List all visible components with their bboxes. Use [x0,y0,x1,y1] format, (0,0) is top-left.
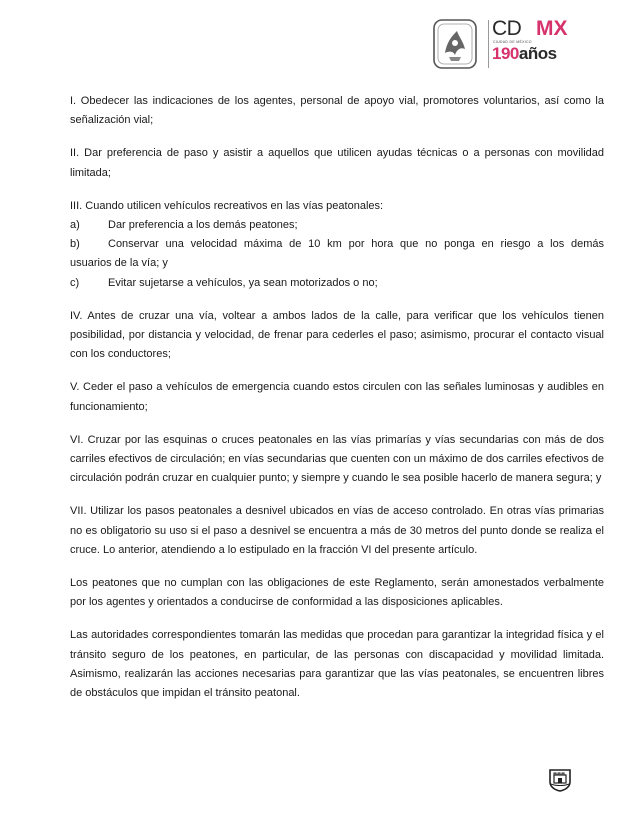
anniversary-label [492,43,557,65]
years-number: 190 [492,44,519,63]
government-seal-icon [433,19,477,69]
header-divider [488,20,489,68]
list-item-b [70,235,604,273]
paragraph-authorities: Las autoridades correspondientes tomarán las medidas que procedan para garantizar la integridad física y el tránsito seguro de los peatones, en particular, de las personas con discapacidad y movilidad limitada. Asimismo, realizarán las acciones necesarias para garantizar que las vías peatonales, se encuentren libres de obstáculos que impidan el tránsito peatonal. [70,629,604,700]
paragraph-vii: VII. Utilizar los pasos peatonales a desnivel ubicados en vías de acceso controlado. En otras vías primarias no es obligatorio su uso si el paso a desnivel se encuentra a más de 30 metros del punto donde se realiza el cruce. Lo anterior, atendiendo a lo estipulado en la fracción VI del presente artículo. [70,505,604,556]
list-item-a [70,216,604,235]
list-marker: b) [70,238,80,251]
list-text: Evitar sujetarse a vehículos, ya sean motorizados o no; [108,276,378,289]
paragraph-iv: IV. Antes de cruzar una vía, voltear a ambos lados de la calle, para verificar que los vehículos tienen posibilidad, por distancia y velocidad, de frenar para cederles el paso; asimismo, procurar el contacto visual con los conductores; [70,309,604,361]
paragraph-v: V. Ceder el paso a vehículos de emergencia cuando estos circulen con las señales luminosas y audibles en funcionamiento; [70,381,604,413]
list-text-continued: usuarios de la vía; y [70,257,168,270]
list-marker: a) [70,219,80,232]
city-shield-icon [548,768,572,792]
document-body [70,92,604,717]
cdmx-logo [492,16,592,72]
years-word: años [518,44,557,63]
list-text: Conservar una velocidad máxima de 10 km por hora que no ponga en riesgo a los demás [108,238,604,251]
paragraph-i: I. Obedecer las indicaciones de los agentes, personal de apoyo vial, promotores voluntarios, así como la señalización vial; [70,95,604,127]
paragraph-iii-intro: III. Cuando utilicen vehículos recreativos en las vías peatonales: [70,199,384,212]
list-marker: c) [70,276,80,289]
brand-mx: MX [536,17,568,40]
page-header [428,16,598,72]
paragraph-sanctions: Los peatones que no cumplan con las obligaciones de este Reglamento, serán amonestados verbalmente por los agentes y orientados a conducirse de conformidad a las disposiciones aplicables. [70,577,604,609]
list-item-c [70,274,604,293]
paragraph-ii: II. Dar preferencia de paso y asistir a aquellos que utilicen ayudas técnicas o a personas con movilidad limitada; [70,147,604,179]
brand-cd: CD [492,17,522,40]
list-text: Dar preferencia a los demás peatones; [108,219,298,232]
brand-subtitle: CIUDAD DE MÉXICO [493,40,532,44]
paragraph-vi: VI. Cruzar por las esquinas o cruces peatonales en las vías primarías y vías secundarias con más de dos carriles efectivos de circulación; en vías secundarias que cuenten con un máximo de dos carriles efectivos de circulación podrán cruzar en cualquier punto; y siempre y cuando le sea posible hacerlo de manera segura; y [70,433,604,485]
paragraph-iii [70,197,604,293]
